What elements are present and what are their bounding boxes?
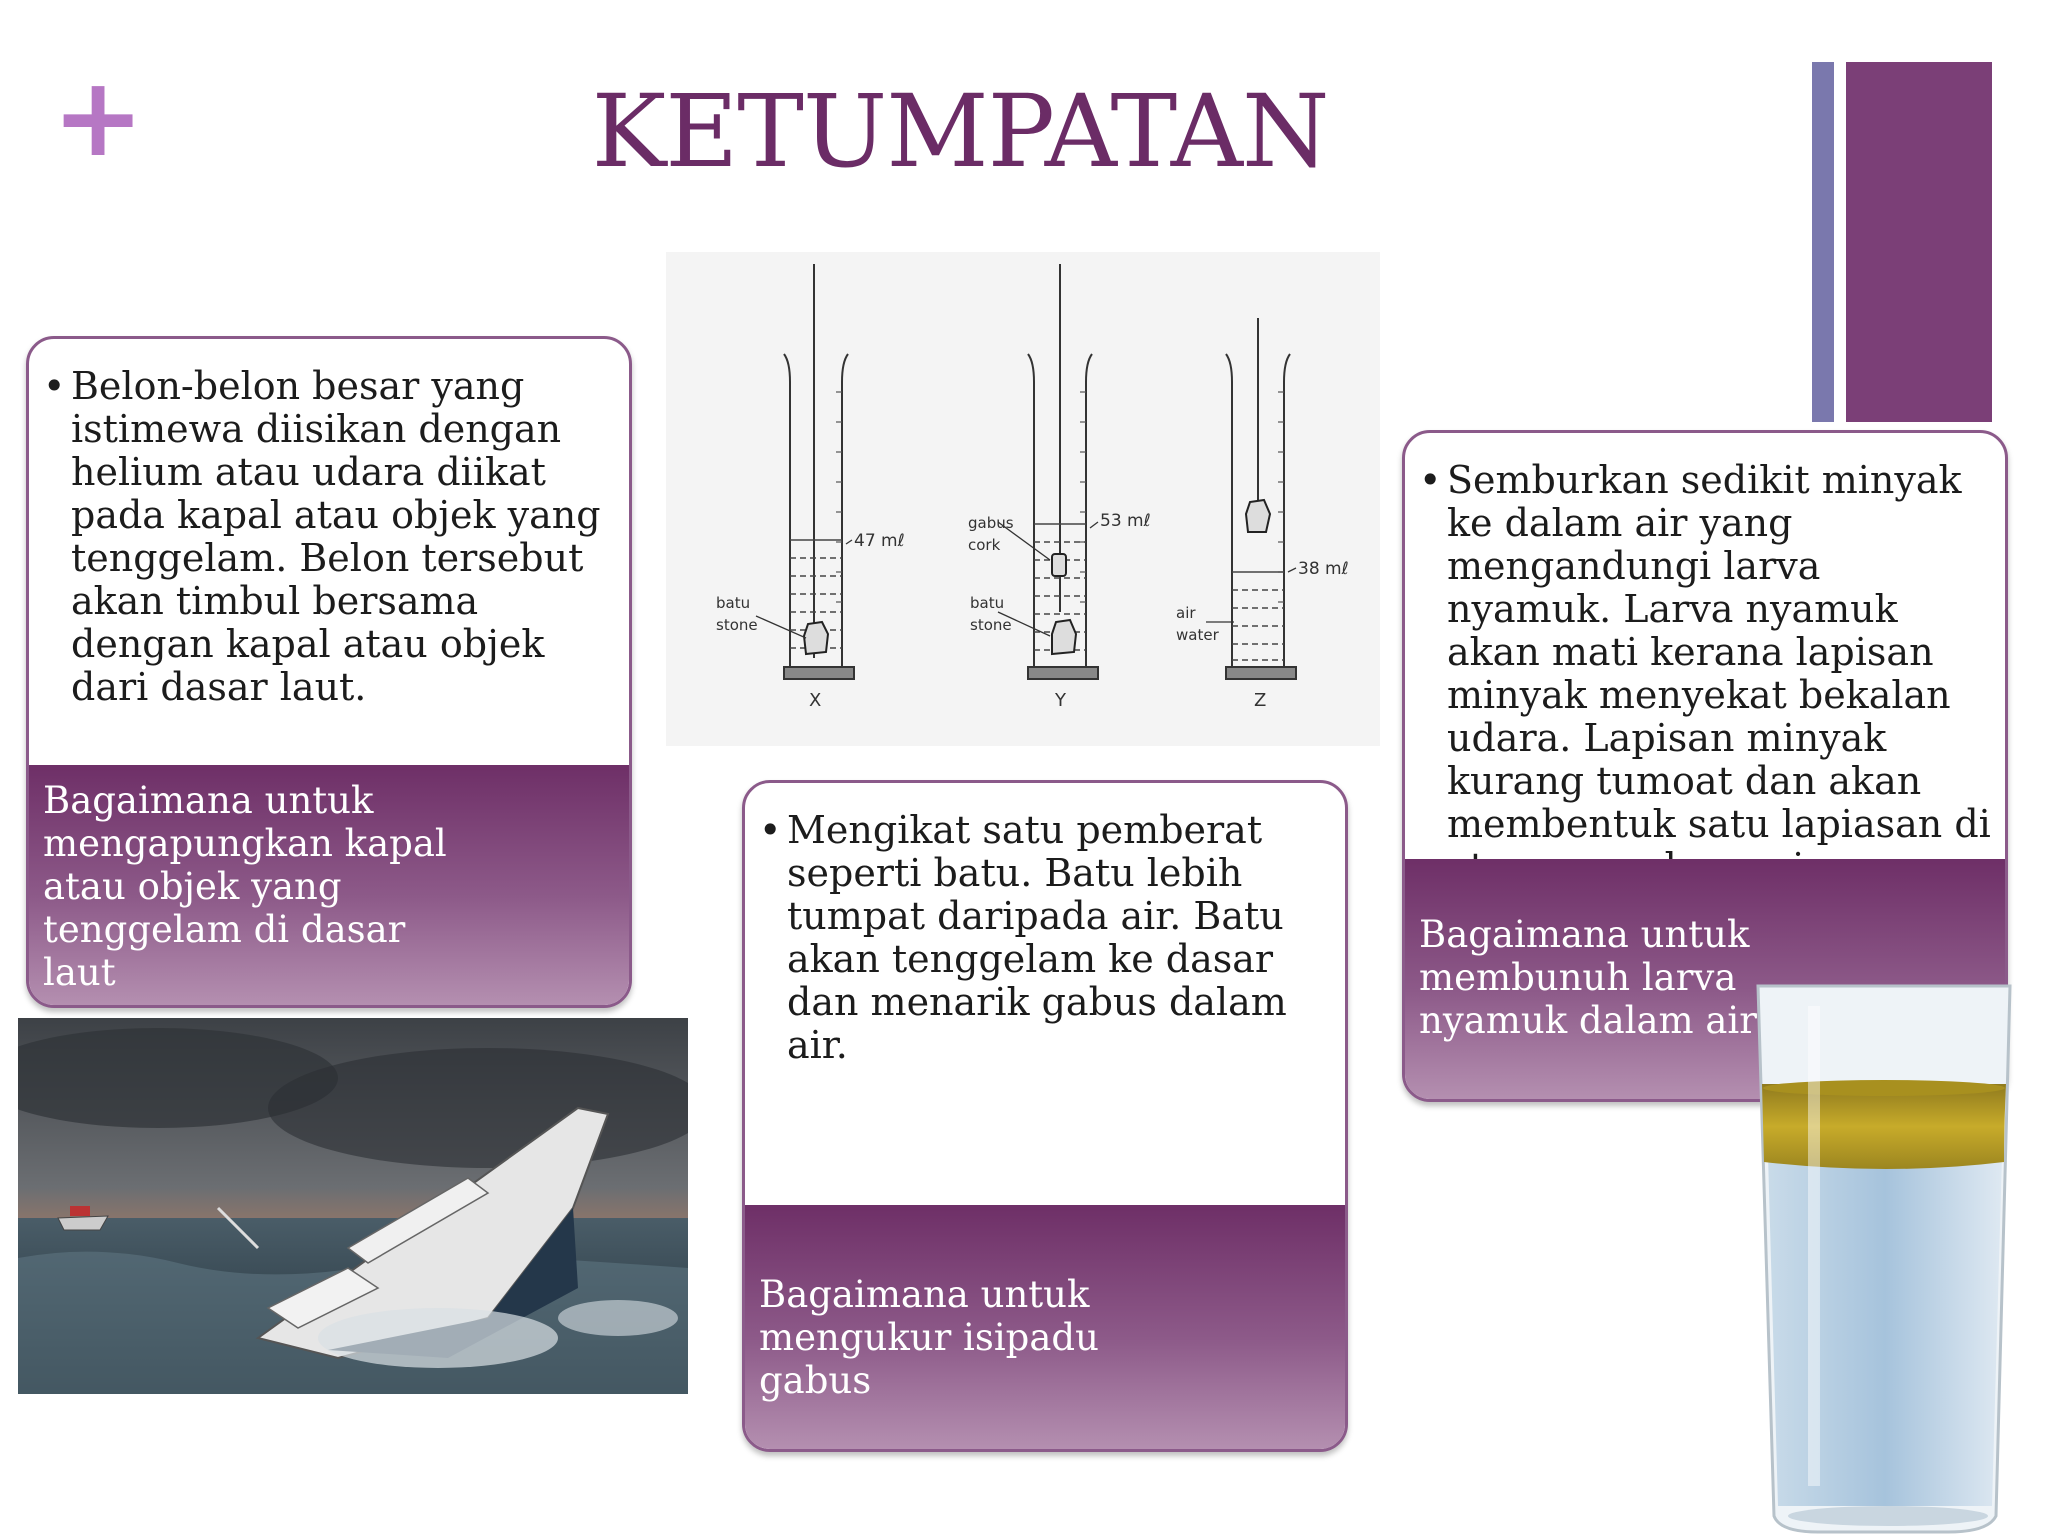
card-left-question: Bagaimana untuk mengapungkan kapal atau objek yang tenggelam di dasar laut (43, 779, 447, 994)
label-y-cork: cork (968, 536, 1001, 554)
page-title: KETUMPATAN (591, 73, 1329, 190)
reading-z: 38 mℓ (1298, 559, 1349, 579)
card-middle-question: Bagaimana untuk mengukur isipadu gabus (759, 1273, 1099, 1402)
card-left-body: • Belon-belon besar yang istimewa diisikan dengan helium atau udara diikat pada kapal atau objek yang tenggelam. Belon tersebut akan timbul bersama dengan kapal atau objek dari dasar laut. (29, 339, 629, 709)
card-left-band (29, 765, 629, 1005)
label-y-batu: batu (970, 594, 1005, 612)
card-right-text: Semburkan sedikit minyak ke dalam air yang mengandungi larva nyamuk. Larva nyamuk akan mati kerana lapisan minyak menyekat bekalan udara. Lapisan minyak kurang tumoat dan akan membentuk satu lapiasan di (1447, 458, 1991, 846)
label-z-air: air (1176, 604, 1196, 622)
label-cylinder-y: Y (1055, 690, 1066, 711)
plus-icon: + (52, 53, 145, 181)
sinking-ship-image (18, 1018, 688, 1394)
card-middle-band (745, 1205, 1345, 1449)
card-left-text: Belon-belon besar yang istimewa diisikan dengan helium atau udara diikat pada kapal atau objek yang tenggelam. Belon tersebut akan timbul bersama dengan kapal atau objek dari dasar laut. (71, 364, 601, 709)
reading-y: 53 mℓ (1100, 511, 1151, 531)
decor-bar-thick (1846, 62, 1992, 422)
decor-bar-thin (1812, 62, 1834, 422)
card-cork-volume (742, 780, 1348, 1452)
label-y-stone: stone (970, 616, 1012, 634)
card-right-body: • Semburkan sedikit minyak ke dalam air yang mengandungi larva nyamuk. Larva nyamuk akan mati kerana lapisan minyak menyekat bekalan udara. Lapisan minyak kurang tumoat dan akan membentuk satu lapiasan di (1405, 433, 2005, 889)
label-y-gabus: gabus (968, 514, 1014, 532)
card-middle-body: • Mengikat satu pemberat seperti batu. Batu lebih tumpat daripada air. Batu akan tenggelam ke dasar dan menarik gabus dalam air. (745, 783, 1345, 1067)
card-middle-text: Mengikat satu pemberat seperti batu. Batu lebih tumpat daripada air. Batu akan tenggelam ke dasar dan menarik gabus dalam air. (787, 808, 1287, 1067)
reading-x: 47 mℓ (854, 531, 905, 551)
label-z-water: water (1176, 626, 1219, 644)
oil-water-glass-image (1748, 976, 2018, 1536)
card-floating-ship (26, 336, 632, 1008)
card-right-question: Bagaimana untuk membunuh larva nyamuk dalam air (1419, 913, 1757, 1042)
label-x-batu: batu (716, 594, 751, 612)
label-x-stone: stone (716, 616, 758, 634)
cylinder-diagram (666, 252, 1380, 746)
label-cylinder-z: Z (1254, 690, 1267, 711)
label-cylinder-x: X (809, 690, 822, 711)
